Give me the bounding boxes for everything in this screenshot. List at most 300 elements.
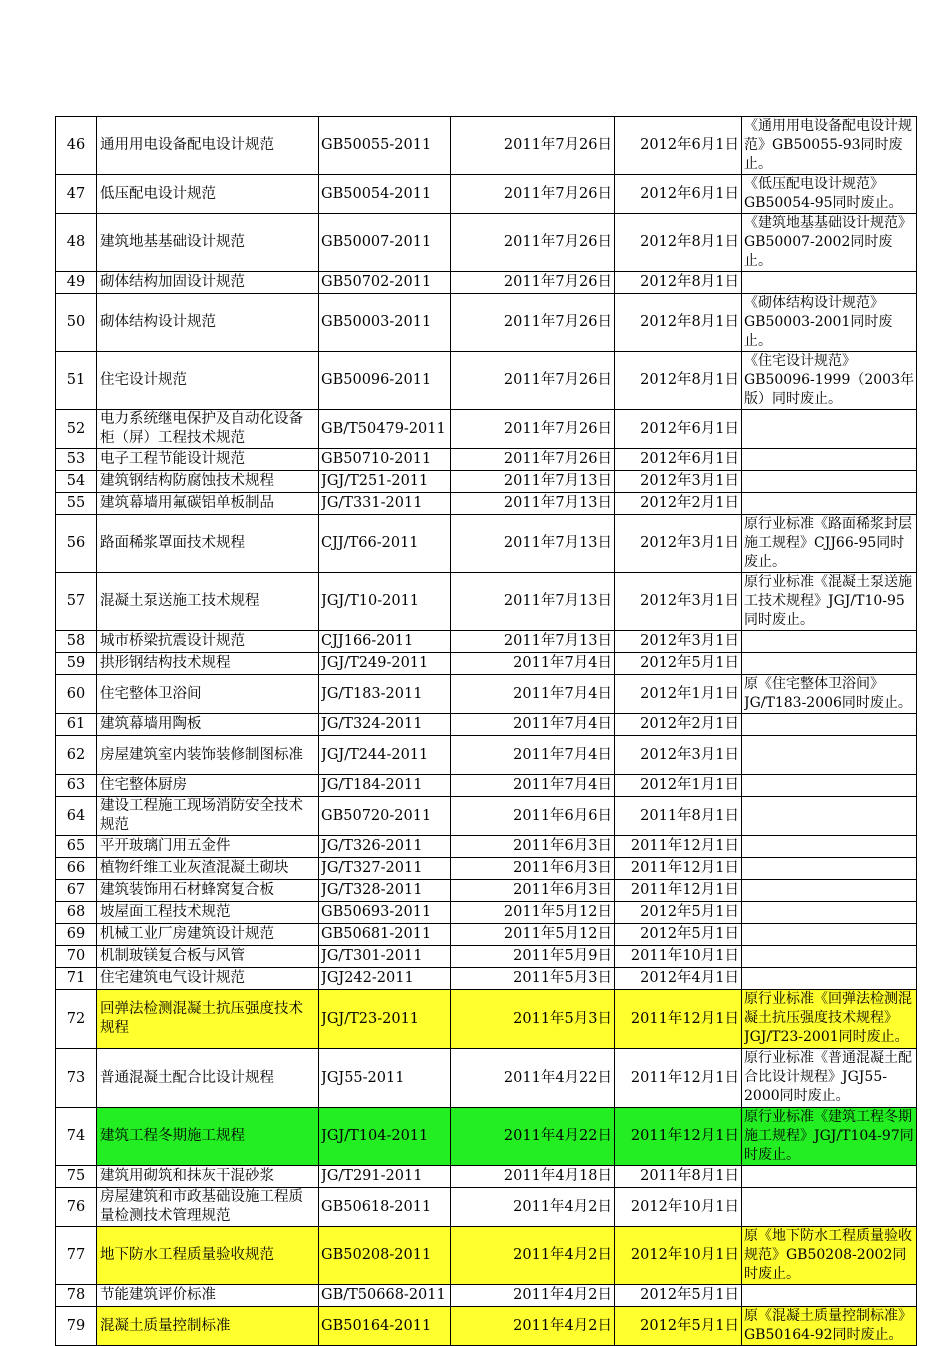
effective-date (615, 573, 742, 631)
standard-code-text: JGJ/T251-2011 (321, 473, 429, 489)
standard-name-text: 砌体结构设计规范 (100, 314, 216, 330)
row-number (56, 1049, 97, 1108)
remark (742, 902, 917, 924)
standard-code (319, 736, 451, 775)
effective-date-text: 2012年3月1日 (640, 593, 739, 609)
standard-code-text: JGJ/T249-2011 (321, 655, 429, 671)
standard-code-text: JG/T301-2011 (321, 948, 423, 964)
remark (742, 410, 917, 449)
effective-date (615, 675, 742, 714)
effective-date (615, 924, 742, 946)
standard-code (319, 493, 451, 515)
standard-code (319, 653, 451, 675)
table-row (56, 968, 917, 990)
effective-date-text: 2011年8月1日 (640, 1168, 739, 1184)
row-number (56, 410, 97, 449)
effective-date-text: 2011年12月1日 (630, 1069, 739, 1086)
standard-code (319, 775, 451, 797)
standard-name (97, 214, 319, 272)
standard-code-text: GB50702-2011 (321, 274, 432, 290)
remark-text: 《通用用电设备配电设计规范》GB50055-93同时废止。 (744, 118, 912, 172)
standard-name (97, 631, 319, 653)
standard-code-text: JGJ242-2011 (321, 970, 414, 986)
standard-name-text: 电子工程节能设计规范 (100, 451, 245, 467)
table-row (56, 1285, 917, 1307)
remark-text: 原《住宅整体卫浴间》JG/T183-2006同时废止。 (744, 676, 912, 711)
effective-date (615, 775, 742, 797)
standard-name (97, 175, 319, 214)
standard-code (319, 631, 451, 653)
standard-name (97, 902, 319, 924)
standard-name (97, 924, 319, 946)
standard-code-text: GB50164-2011 (321, 1317, 432, 1334)
issue-date (451, 573, 615, 631)
issue-date (451, 675, 615, 714)
issue-date (451, 990, 615, 1049)
remark (742, 1166, 917, 1188)
issue-date-text: 2011年4月2日 (513, 1287, 612, 1303)
issue-date (451, 858, 615, 880)
standard-code (319, 515, 451, 573)
standard-name (97, 1166, 319, 1188)
standard-name-text: 电力系统继电保护及自动化设备柜（屏）工程技术规范 (100, 411, 303, 446)
remark (742, 880, 917, 902)
standards-table (55, 116, 917, 1346)
issue-date (451, 1108, 615, 1166)
effective-date-text: 2012年4月1日 (640, 970, 739, 986)
remark (742, 1108, 917, 1166)
issue-date (451, 515, 615, 573)
issue-date-text: 2011年7月13日 (503, 633, 612, 649)
standard-code (319, 675, 451, 714)
row-number (56, 1285, 97, 1307)
table-row (56, 175, 917, 214)
standard-name-text: 普通混凝土配合比设计规程 (100, 1069, 274, 1086)
issue-date (451, 1307, 615, 1346)
row-number (56, 294, 97, 352)
remark-text: 《住宅设计规范》GB50096-1999（2003年版）同时废止。 (744, 353, 914, 407)
remark (742, 471, 917, 493)
standard-name-text: 房屋建筑室内装饰装修制图标准 (100, 746, 303, 763)
standard-name (97, 880, 319, 902)
row-number (56, 924, 97, 946)
issue-date (451, 880, 615, 902)
standard-code-text: JGJ/T10-2011 (321, 593, 420, 609)
effective-date (615, 946, 742, 968)
effective-date-text: 2012年8月1日 (640, 372, 739, 388)
row-number (56, 836, 97, 858)
effective-date-text: 2012年6月1日 (640, 137, 739, 153)
remark (742, 294, 917, 352)
row-number-text: 66 (66, 860, 86, 876)
standard-code (319, 449, 451, 471)
issue-date-text: 2011年7月26日 (503, 274, 612, 290)
remark (742, 1285, 917, 1307)
standard-name (97, 1307, 319, 1346)
standard-code (319, 797, 451, 836)
standard-code-text: GB50003-2011 (321, 314, 432, 330)
row-number-text: 61 (66, 716, 86, 732)
row-number (56, 946, 97, 968)
standard-name (97, 515, 319, 573)
remark (742, 175, 917, 214)
row-number-text: 51 (66, 372, 86, 388)
issue-date-text: 2011年7月13日 (503, 593, 612, 609)
standard-code (319, 714, 451, 736)
table-row (56, 990, 917, 1049)
standard-code-text: GB50693-2011 (321, 904, 432, 920)
row-number (56, 902, 97, 924)
row-number-text: 74 (66, 1128, 86, 1144)
issue-date (451, 775, 615, 797)
standard-name-text: 拱形钢结构技术规程 (100, 655, 231, 671)
standard-name (97, 117, 319, 175)
standard-code-text: GB50208-2011 (321, 1247, 432, 1263)
effective-date (615, 272, 742, 294)
effective-date (615, 653, 742, 675)
row-number-text: 71 (66, 970, 86, 986)
issue-date-text: 2011年5月9日 (513, 948, 612, 964)
standard-name (97, 493, 319, 515)
standard-name-text: 住宅建筑电气设计规范 (100, 970, 245, 986)
issue-date (451, 410, 615, 449)
row-number-text: 69 (66, 926, 86, 942)
standard-name (97, 968, 319, 990)
issue-date (451, 471, 615, 493)
row-number (56, 1188, 97, 1227)
effective-date (615, 836, 742, 858)
standard-code (319, 1188, 451, 1227)
effective-date-text: 2012年3月1日 (640, 473, 739, 489)
standard-name-text: 平开玻璃门用五金件 (100, 838, 231, 854)
remark (742, 775, 917, 797)
row-number-text: 59 (66, 655, 86, 671)
standard-code-text: GB50710-2011 (321, 451, 432, 467)
effective-date (615, 631, 742, 653)
table-row (56, 675, 917, 714)
effective-date (615, 880, 742, 902)
effective-date-text: 2012年5月1日 (640, 655, 739, 671)
standard-code (319, 968, 451, 990)
table-row (56, 924, 917, 946)
row-number (56, 352, 97, 410)
standard-name (97, 775, 319, 797)
row-number (56, 1307, 97, 1346)
remark (742, 1188, 917, 1227)
standard-code-text: JGJ55-2011 (321, 1069, 405, 1086)
effective-date-text: 2011年10月1日 (630, 948, 739, 964)
effective-date (615, 294, 742, 352)
standard-name (97, 1188, 319, 1227)
effective-date-text: 2012年5月1日 (640, 904, 739, 920)
remark-text: 原《混凝土质量控制标准》GB50164-92同时废止。 (744, 1308, 912, 1343)
row-number (56, 653, 97, 675)
standard-name-text: 房屋建筑和市政基础设施工程质量检测技术管理规范 (100, 1189, 303, 1224)
standard-name-text: 城市桥梁抗震设计规范 (100, 633, 245, 649)
effective-date-text: 2011年8月1日 (640, 807, 739, 824)
effective-date-text: 2012年1月1日 (640, 685, 739, 702)
table-row (56, 352, 917, 410)
remark-text: 原行业标准《回弹法检测混凝土抗压强度技术规程》JGJ/T23-2001同时废止。 (744, 991, 912, 1045)
row-number-text: 56 (66, 535, 86, 551)
table-row (56, 1108, 917, 1166)
row-number (56, 775, 97, 797)
remark (742, 946, 917, 968)
remark (742, 990, 917, 1049)
standard-name (97, 352, 319, 410)
remark (742, 493, 917, 515)
remark (742, 924, 917, 946)
table-row (56, 1227, 917, 1285)
row-number-text: 49 (66, 274, 86, 290)
table-row (56, 294, 917, 352)
standard-code (319, 946, 451, 968)
standard-code-text: JG/T183-2011 (321, 685, 423, 702)
issue-date-text: 2011年7月26日 (503, 420, 612, 437)
issue-date-text: 2011年6月3日 (513, 882, 612, 898)
row-number (56, 968, 97, 990)
remark-text: 《砌体结构设计规范》GB50003-2001同时废止。 (744, 295, 893, 349)
issue-date (451, 1188, 615, 1227)
standard-code (319, 471, 451, 493)
standard-code-text: GB/T50479-2011 (321, 420, 446, 437)
table-row (56, 1307, 917, 1346)
issue-date-text: 2011年7月4日 (513, 655, 612, 671)
standard-name-text: 植物纤维工业灰渣混凝土砌块 (100, 860, 289, 876)
standard-name-text: 住宅整体卫浴间 (100, 685, 202, 702)
standard-name (97, 1285, 319, 1307)
effective-date-text: 2012年2月1日 (640, 495, 739, 511)
standard-name-text: 节能建筑评价标准 (100, 1287, 216, 1303)
table-row (56, 493, 917, 515)
standard-code-text: JGJ/T23-2011 (321, 1010, 420, 1027)
standard-name-text: 通用用电设备配电设计规范 (100, 137, 274, 153)
standard-name-text: 建筑工程冬期施工规程 (100, 1128, 245, 1144)
table-row (56, 214, 917, 272)
standard-name-text: 混凝土泵送施工技术规程 (100, 593, 260, 609)
issue-date (451, 272, 615, 294)
standard-name (97, 736, 319, 775)
issue-date (451, 1166, 615, 1188)
remark (742, 836, 917, 858)
table-row (56, 117, 917, 175)
standard-code (319, 836, 451, 858)
issue-date (451, 836, 615, 858)
issue-date (451, 1049, 615, 1108)
issue-date (451, 797, 615, 836)
standard-code-text: GB50054-2011 (321, 185, 432, 202)
row-number-text: 68 (66, 904, 86, 920)
remark-text: 原行业标准《建筑工程冬期施工规程》JGJ/T104-97同时废止。 (744, 1109, 914, 1163)
table-row (56, 946, 917, 968)
standard-code (319, 214, 451, 272)
standard-code-text: GB/T50668-2011 (321, 1287, 446, 1303)
issue-date-text: 2011年4月18日 (503, 1168, 612, 1184)
effective-date-text: 2012年2月1日 (640, 716, 739, 732)
row-number-text: 67 (66, 882, 86, 898)
standard-code-text: JGJ/T244-2011 (321, 746, 429, 763)
issue-date (451, 736, 615, 775)
standard-code (319, 924, 451, 946)
table-row (56, 714, 917, 736)
issue-date-text: 2011年7月26日 (503, 451, 612, 467)
issue-date (451, 214, 615, 272)
standard-name (97, 573, 319, 631)
effective-date (615, 797, 742, 836)
issue-date (451, 1285, 615, 1307)
remark-text: 原行业标准《混凝土泵送施工技术规程》JGJ/T10-95同时废止。 (744, 574, 912, 628)
row-number (56, 214, 97, 272)
effective-date (615, 902, 742, 924)
remark (742, 573, 917, 631)
effective-date (615, 352, 742, 410)
effective-date (615, 714, 742, 736)
issue-date (451, 653, 615, 675)
table-row (56, 631, 917, 653)
row-number (56, 990, 97, 1049)
standard-code (319, 117, 451, 175)
issue-date-text: 2011年7月13日 (503, 473, 612, 489)
standard-name (97, 653, 319, 675)
effective-date-text: 2011年12月1日 (630, 882, 739, 898)
effective-date-text: 2012年5月1日 (640, 926, 739, 942)
issue-date-text: 2011年7月4日 (513, 716, 612, 732)
effective-date-text: 2012年5月1日 (640, 1317, 739, 1334)
standard-name-text: 地下防水工程质量验收规范 (100, 1247, 274, 1263)
issue-date-text: 2011年4月22日 (503, 1069, 612, 1086)
standard-code (319, 175, 451, 214)
effective-date-text: 2011年12月1日 (630, 1128, 739, 1144)
standard-code (319, 1285, 451, 1307)
standard-code-text: GB50096-2011 (321, 372, 432, 388)
effective-date (615, 1227, 742, 1285)
table-row (56, 410, 917, 449)
row-number-text: 63 (66, 777, 86, 793)
effective-date-text: 2012年5月1日 (640, 1287, 739, 1303)
issue-date (451, 968, 615, 990)
standard-name (97, 946, 319, 968)
row-number (56, 175, 97, 214)
effective-date-text: 2012年1月1日 (640, 777, 739, 793)
standard-name-text: 机制玻镁复合板与风管 (100, 948, 245, 964)
row-number-text: 73 (66, 1069, 86, 1086)
row-number (56, 449, 97, 471)
row-number-text: 75 (66, 1168, 86, 1184)
remark (742, 714, 917, 736)
effective-date (615, 471, 742, 493)
row-number (56, 631, 97, 653)
table-row (56, 880, 917, 902)
issue-date (451, 175, 615, 214)
issue-date (451, 493, 615, 515)
table-row (56, 797, 917, 836)
remark (742, 653, 917, 675)
standard-name-text: 混凝土质量控制标准 (100, 1317, 231, 1334)
effective-date-text: 2012年3月1日 (640, 746, 739, 763)
standard-name (97, 1049, 319, 1108)
issue-date-text: 2011年5月12日 (503, 904, 612, 920)
row-number (56, 1166, 97, 1188)
remark (742, 117, 917, 175)
effective-date (615, 493, 742, 515)
standard-name (97, 471, 319, 493)
standard-name (97, 449, 319, 471)
standard-name (97, 990, 319, 1049)
standard-code (319, 1307, 451, 1346)
effective-date-text: 2012年8月1日 (640, 274, 739, 290)
row-number-text: 54 (66, 473, 86, 489)
standard-name-text: 建设工程施工现场消防安全技术规范 (100, 798, 303, 833)
remark (742, 858, 917, 880)
standard-name-text: 建筑用砌筑和抹灰干混砂浆 (100, 1168, 274, 1184)
row-number-text: 48 (66, 234, 86, 250)
remark (742, 1049, 917, 1108)
standard-code (319, 1108, 451, 1166)
row-number-text: 53 (66, 451, 86, 467)
issue-date (451, 714, 615, 736)
remark (742, 675, 917, 714)
standard-code-text: CJJ166-2011 (321, 633, 414, 649)
issue-date-text: 2011年4月2日 (513, 1317, 612, 1334)
standard-code-text: GB50055-2011 (321, 137, 432, 153)
issue-date-text: 2011年6月3日 (513, 838, 612, 854)
row-number-text: 76 (66, 1198, 86, 1215)
row-number-text: 70 (66, 948, 86, 964)
standard-name (97, 294, 319, 352)
row-number-text: 62 (66, 746, 86, 763)
effective-date (615, 214, 742, 272)
issue-date-text: 2011年7月26日 (503, 234, 612, 250)
standard-name-text: 回弹法检测混凝土抗压强度技术规程 (100, 1001, 303, 1036)
standard-name (97, 1227, 319, 1285)
row-number-text: 58 (66, 633, 86, 649)
row-number-text: 65 (66, 838, 86, 854)
standard-name-text: 砌体结构加固设计规范 (100, 274, 245, 290)
standard-name-text: 住宅整体厨房 (100, 777, 187, 793)
remark-text: 原行业标准《普通混凝土配合比设计规程》JGJ55-2000同时废止。 (744, 1050, 912, 1104)
effective-date-text: 2011年12月1日 (630, 838, 739, 854)
standard-code-text: JG/T331-2011 (321, 495, 423, 511)
remark (742, 797, 917, 836)
standard-name-text: 住宅设计规范 (100, 372, 187, 388)
row-number (56, 858, 97, 880)
row-number (56, 573, 97, 631)
issue-date (451, 946, 615, 968)
row-number-text: 79 (66, 1317, 86, 1334)
standard-code-text: JG/T328-2011 (321, 882, 423, 898)
effective-date (615, 1285, 742, 1307)
standard-name-text: 建筑钢结构防腐蚀技术规程 (100, 473, 274, 489)
remark (742, 968, 917, 990)
row-number-text: 78 (66, 1287, 86, 1303)
standard-code-text: GB50007-2011 (321, 234, 432, 250)
table-row (56, 653, 917, 675)
table-row (56, 1166, 917, 1188)
row-number-text: 77 (66, 1247, 86, 1263)
standard-name-text: 机械工业厂房建筑设计规范 (100, 926, 274, 942)
standard-name-text: 建筑装饰用石材蜂窝复合板 (100, 882, 274, 898)
effective-date (615, 968, 742, 990)
issue-date (451, 352, 615, 410)
table-row (56, 736, 917, 775)
table-row (56, 573, 917, 631)
effective-date (615, 175, 742, 214)
standard-name-text: 坡屋面工程技术规范 (100, 904, 231, 920)
effective-date-text: 2012年10月1日 (630, 1198, 739, 1215)
issue-date (451, 294, 615, 352)
issue-date-text: 2011年5月3日 (513, 1010, 612, 1027)
row-number-text: 57 (66, 593, 86, 609)
